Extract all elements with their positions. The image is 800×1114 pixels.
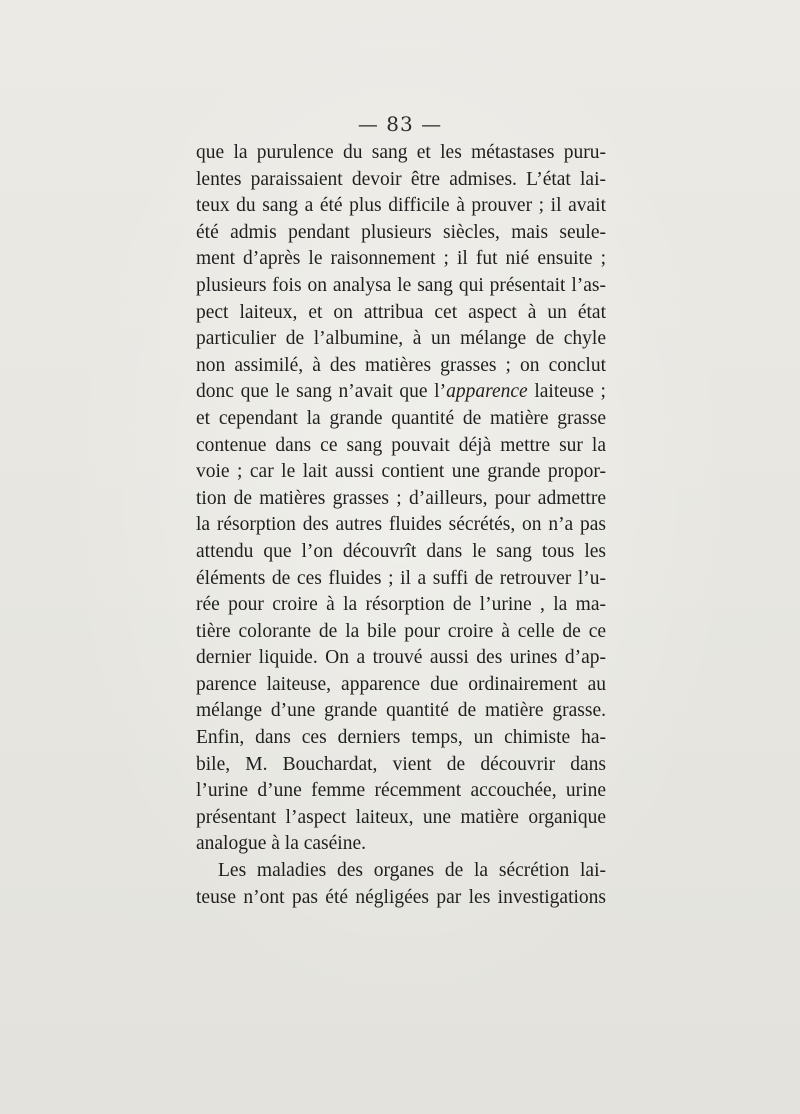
text-line: attendu que l’on découvrît dans le sang tous les bbox=[196, 540, 606, 562]
text-line: la résorption des autres fluides sécrétés, on n’a pas bbox=[196, 514, 606, 536]
text-line: été admis pendant plusieurs siècles, mais seule- bbox=[196, 221, 606, 243]
italic-word: apparence bbox=[446, 381, 528, 403]
text-segment: donc que le sang n’avait que l’ bbox=[196, 381, 447, 403]
page-number: — 83 — bbox=[357, 112, 443, 136]
text-line: dernier liquide. On a trouvé aussi des urines d’ap- bbox=[196, 647, 606, 669]
text-line: Les maladies des organes de la sécrétion lai- bbox=[218, 860, 606, 882]
text-line: teux du sang a été plus difficile à prouver ; il avait bbox=[196, 195, 606, 217]
text-line: ment d’après le raisonnement ; il fut nié ensuite ; bbox=[196, 248, 606, 270]
text-line: analogue à la caséine. bbox=[196, 833, 366, 855]
text-line: présentant l’aspect laiteux, une matière organique bbox=[196, 806, 606, 828]
text-line: non assimilé, à des matières grasses ; on conclut bbox=[196, 354, 606, 376]
text-line: tière colorante de la bile pour croire à celle de ce bbox=[196, 620, 606, 642]
text-line: particulier de l’albumine, à un mélange de chyle bbox=[196, 328, 606, 350]
text-line: rée pour croire à la résorption de l’urine , la ma- bbox=[196, 594, 606, 616]
text-line: et cependant la grande quantité de matière grasse bbox=[196, 407, 606, 429]
text-line: tion de matières grasses ; d’ailleurs, pour admettre bbox=[196, 487, 606, 509]
text-line: pect laiteux, et on attribua cet aspect à un état bbox=[196, 301, 606, 323]
text-line: l’urine d’une femme récemment accouchée, urine bbox=[196, 780, 606, 802]
text-line-with-italic bbox=[196, 379, 606, 406]
body-text bbox=[196, 140, 606, 911]
text-line: Enfin, dans ces derniers temps, un chimiste ha- bbox=[196, 727, 606, 749]
paragraph bbox=[196, 858, 606, 911]
text-line: plusieurs fois on analysa le sang qui présentait l’as- bbox=[196, 274, 606, 296]
text-line: contenue dans ce sang pouvait déjà mettre sur la bbox=[196, 434, 606, 456]
text-line: que la purulence du sang et les métastases puru- bbox=[196, 142, 606, 163]
text-line: mélange d’une grande quantité de matière grasse. bbox=[196, 700, 606, 722]
text-line: teuse n’ont pas été négligées par les investigations bbox=[196, 886, 606, 908]
text-line: bile, M. Bouchardat, vient de découvrir dans bbox=[196, 753, 606, 775]
text-line: lentes paraissaient devoir être admises. L’état lai- bbox=[196, 168, 606, 190]
text-line: voie ; car le lait aussi contient une grande propor- bbox=[196, 461, 606, 483]
text-line: parence laiteuse, apparence due ordinairement au bbox=[196, 673, 606, 695]
text-segment: laiteuse ; bbox=[527, 381, 606, 403]
text-line: éléments de ces fluides ; il a suffi de retrouver l’u- bbox=[196, 567, 606, 589]
paragraph bbox=[196, 140, 606, 858]
